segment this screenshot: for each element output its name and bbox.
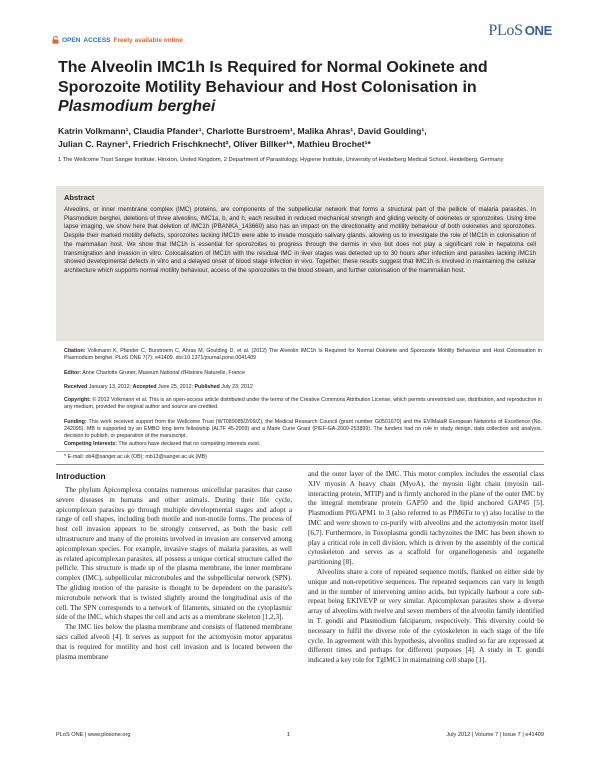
open-access-lock-icon <box>52 36 59 44</box>
right-column <box>308 470 544 666</box>
intro-paragraph-2: The IMC lies below the plasma membrane and consists of flattened membrane sacs called alveoli [4]. It serves as support for the actomyosin motor apparatus that is required for motility and host cell invasion and is located between the plasma membrane <box>56 623 292 661</box>
title-species: Plasmodium berghei <box>58 98 216 115</box>
title-line-1: The Alveolin IMC1h Is Required for Normal Ookinete and <box>58 59 488 76</box>
left-column <box>56 486 292 662</box>
abstract-box <box>56 186 544 341</box>
editor <box>64 370 542 377</box>
funding <box>64 419 542 441</box>
logo-one-text: ONE <box>524 23 552 38</box>
abstract-heading: Abstract <box>64 193 95 202</box>
title-line-2: Sporozoite Motility Behaviour and Host Colonisation in <box>58 78 477 96</box>
authors-line-2: Julian C. Rayner¹, Friedrich Frischknecht², Oliver Billker¹*, Mathieu Brochet¹* <box>58 139 371 149</box>
published-date: July 23, 2012 <box>219 384 253 390</box>
editor-text: Anne Charlotte Gruner, Museum National d'Histoire Naturelle, France <box>81 370 245 376</box>
published-label: Published <box>194 384 220 390</box>
page-footer <box>56 732 544 738</box>
title-line-3 <box>58 97 548 117</box>
section-divider <box>56 464 544 465</box>
intro-paragraph-3: and the outer layer of the IMC. This motor complex includes the essential class XIV myosin A heavy chain (MyoA), the myosin light chain (myosin tail-interacting protein, MTIP) and is firmly anchored in the plane of the outer IMC by the integral membrane protein GAP50 and the lipid anchored GAP45 [5]. Plasmodium PfGAPM1 to 3 (also referred to as PfM6Tα to γ) also localise to the IMC and were shown to co-purify with alveolins and the actomyosin motor itself [6,7]. Furthermore, in Toxoplasma gondii tachyzoites the IMC has been shown to play a critical role in cell division, which is driven by the assembly of the cortical cytoskeleton and serves as a scaffold for organellogenesis and organelle partitioning [8]. <box>308 470 544 567</box>
email[interactable]: * E-mail: ob4@sanger.ac.uk (OB); mb13@sanger.ac.uk (MB) <box>64 454 207 460</box>
author-list <box>58 125 548 151</box>
footer-issue: July 2012 | Volume 7 | Issue 7 | e41409 <box>446 732 544 738</box>
email-divider <box>56 451 544 452</box>
copyright <box>64 397 542 411</box>
logo-plos-text: PLoS <box>488 22 523 39</box>
intro-paragraph-4: Alveolins share a core of repeated sequence motifs, flanked on either side by unique and non-repetitive sequences. The repeated sequences can vary in length and in the number of intervening amino acids, but typically harbour a core sub-repeat being EKIVEVP or very similar. Apicomplexan parasites show a diverse array of alveolins with twelve and seven members of the alveolin family identified in T. gondii and Plasmodium falciparum, respectively. This diversity could be necessary to fulfil the diverse role of the cytoskeleton in each stage of the life cycle. In agreement with this hypothesis, alveolins studied so far are expressed at different times and perhaps for different purposes [4]. A study in T. gondii indicated a key role for TgIMC1 in maintaining cell shape [1]. <box>308 567 544 665</box>
freely-available-label: Freely available online <box>113 36 183 44</box>
copyright-label: Copyright: <box>64 397 91 403</box>
citation-text: Volkmann K, Pfander C, Burstroem C, Ahras M, Goulding D, et al. (2012) The Alveolin IMC1h Is Required for Normal Ookinete and Sporozoite Motility Behaviour and Host Colonisation in Plasmodium berghei. PLoS ONE 7(7): e41409. doi:10.1371/journal.pone.0041409 <box>64 348 542 362</box>
citation-label: Citation: <box>64 348 86 354</box>
citation <box>64 348 542 362</box>
affiliations: 1 The Wellcome Trust Sanger Institute, Hinxton, United Kingdom, 2 Department of Parasitology, Hygiene Institute, University of Heidelberg Medical School, Heidelberg, Germany <box>58 157 504 163</box>
competing-text: The authors have declared that no competing interests exist. <box>116 441 261 447</box>
funding-label: Funding: <box>64 419 87 425</box>
received-date: January 13, 2012; <box>87 384 133 390</box>
introduction-heading: Introduction <box>56 471 106 481</box>
footer-journal[interactable]: PLoS ONE | www.plosone.org <box>56 732 131 738</box>
received-label: Received <box>64 384 88 390</box>
competing-label: Competing Interests: <box>64 441 117 447</box>
dates <box>64 384 542 391</box>
plos-one-logo <box>488 22 552 40</box>
accepted-date: June 25, 2012; <box>156 384 195 390</box>
accepted-label: Accepted <box>132 384 157 390</box>
article-title <box>58 58 548 117</box>
competing-interests <box>64 441 542 448</box>
open-access-banner <box>52 36 183 44</box>
abstract-text: Alveolins, or inner membrane complex (IMC) proteins, are components of the subpellicular network that forms a structural part of the pellicle of malaria parasites. In Plasmodium berghei, deletions of three alveolins, IMC1a, b, and h, each resulted in reduced mechanical strength and gliding velocity of ookinetes or sporozoites. Using time lapse imaging, we show here that deletion of IMC1h (PBANKA_143660) also has an impact on the directionality and motility behaviour of both ookinetes and sporozoites. Despite their marked motility defects, sporozoites lacking IMC1h were able to invade mosquito salivary glands, allowing us to investigate the role of IMC1h in colonisation of the mammalian host. We show that IMC1h is essential for sporozoites to progress through the dermis in vivo but does not play a significant role in hepatoma cell transmigration and invasion in vitro. Colocalisation of IMC1h with the residual IMC in liver stages was detected up to 30 hours after infection and parasites lacking IMC1h showed developmental defects in vitro and a delayed onset of blood stage infection in vivo. Together, these results suggest that IMC1h is involved in maintaining the cellular architecture which supports normal motility behaviour, access of the sporozoites to the blood stream, and further colonisation of the mammalian host. <box>64 206 536 274</box>
intro-paragraph-1: The phylum Apicomplexa contains numerous unicellular parasites that cause severe diseases in humans and other animals. During their life cycle, apicomplexan parasites go through multiple developmental stages and adopt a range of cell shapes, including both motile and non-motile forms. The process of host cell invasion appears to be strongly conserved, as both the basic cell ultrastructure and many of the proteins involved in invasion are conserved among apicomplexan species. For example, invasive stages of malaria parasites, as well as related apicomplexan parasites, all possess a unique cortical structure called the pellicle. This structure is made up of the plasma membrane, the inner membrane complex (IMC), subpellicular microtubules and the subpellicular network (SPN). The gliding motion of the parasite is thought to be dependent on the parasite's microtubule network that is twisted slightly around the longitudinal axis of the cell. The SPN corresponds to a network of filaments, situated on the cytoplasmic side of the IMC, which shapes the cell and acts as a membrane skeleton [1,2,3]. <box>56 486 292 622</box>
access-label: ACCESS <box>83 36 111 44</box>
copyright-text: © 2012 Volkmann et al. This is an open-access article distributed under the terms of the Creative Commons Attribution License, which permits unrestricted use, distribution, and reproduction in any medium, provided the original author and source are credited. <box>64 397 542 411</box>
editor-label: Editor: <box>64 370 82 376</box>
open-label: OPEN <box>62 36 81 44</box>
funding-text: This work received support from the Wellcome Trust (WT089085/Z/09/Z), the Medical Research Council (grant number G0501670) and the EVIMalaR European Networks of Excellence (No. 242095). MB is supported by an EMBO long term fellowship (ALTF 45-2009) and a Marie Curie Grant (PIEF-GA-2009-253899). The funders had no role in study design, data collection and analysis, decision to publish, or preparation of the manuscript. <box>64 419 542 440</box>
authors-line-1: Katrin Volkmann¹, Claudia Pfander¹, Charlotte Burstroem¹, Malika Ahras¹, David Goulding¹, <box>58 126 427 136</box>
footer-page-number: 1 <box>286 732 290 738</box>
